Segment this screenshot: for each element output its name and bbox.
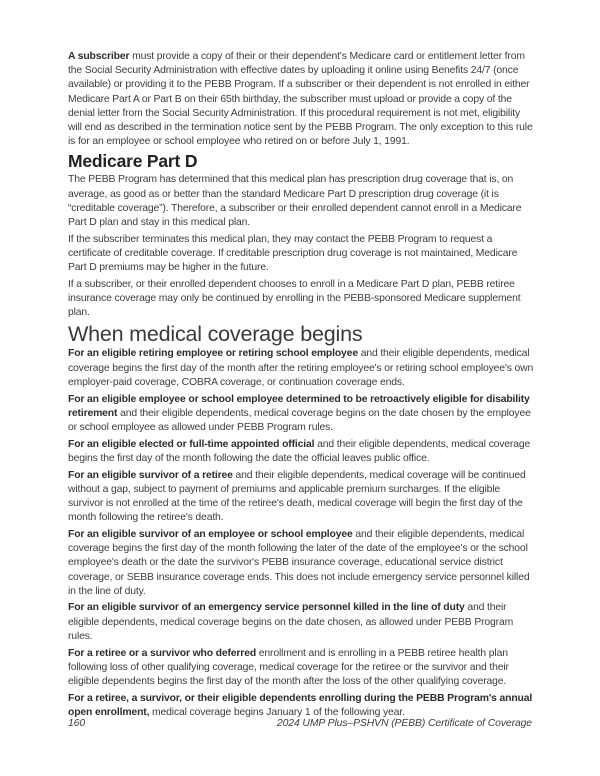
footer-page-number: 160 bbox=[68, 718, 86, 729]
paragraph-text: must provide a copy of their or their dependent's Medicare card or entitlement letter from the Social Security Administration with effective dates by uploading it online using Benefits 24/7 (once available) or providing it to the PEBB Program. If a subscriber or their dependent is not enrolled in either Medicare Part A or Part B on their 65th birthday, the subscriber must upload or provide a copy of the denial letter from the Social Security Administration. If this procedural requirement is not met, eligibility will end as described in the termination notice sent by the PEBB Program. The only exception to this rule is for an employee or school employee who retired on or before July 1, 1991. bbox=[68, 51, 533, 148]
paragraph-lead: A subscriber bbox=[68, 51, 130, 62]
paragraph bbox=[68, 393, 534, 436]
footer-document-title: 2024 UMP Plus–PSHVN (PEBB) Certificate of Coverage bbox=[276, 718, 532, 729]
paragraph-text: and their eligible dependents, medical coverage will be continued without a gap, subject to payment of premiums and applicable premium surcharges. If the eligible survivor is not enrolled at the time of the retiree's death, medical coverage will begin the first day of the month following the retiree's death. bbox=[68, 469, 526, 524]
page-content bbox=[68, 50, 534, 723]
paragraph-lead: For an eligible survivor of a retiree bbox=[68, 469, 233, 481]
paragraph-text: If a subscriber, or their enrolled dependent chooses to enroll in a Medicare Part D plan, PEBB retiree insurance coverage may only be continued by enrolling in the PEBB-sponsored Medicare supplement plan. bbox=[68, 278, 521, 319]
paragraph-text: and their eligible dependents, medical coverage begins the first day of the month following the date the official leaves public office. bbox=[68, 438, 531, 464]
paragraph-lead: For an eligible elected or full-time appointed official bbox=[68, 438, 315, 450]
paragraph-lead: For an eligible survivor of an emergency service personnel killed in the line of duty bbox=[68, 602, 465, 614]
paragraph-text: and their eligible dependents, medical coverage begins on the date chosen, as allowed under PEBB Program rules. bbox=[68, 602, 514, 642]
paragraph bbox=[68, 469, 534, 526]
paragraph bbox=[68, 278, 534, 321]
paragraph bbox=[68, 233, 534, 276]
section-heading-medicare-part-d: Medicare Part D bbox=[68, 150, 198, 171]
paragraph bbox=[68, 601, 534, 644]
intro-paragraph bbox=[68, 50, 534, 149]
paragraph-lead: For a retiree, a survivor, or their eligible dependents enrolling during the PEBB Program's annual open enrollment, bbox=[68, 692, 533, 718]
paragraph-lead: For a retiree or a survivor who deferred bbox=[68, 647, 257, 659]
section-heading-when-medical-coverage-begins: When medical coverage begins bbox=[68, 321, 363, 346]
paragraph-text: If the subscriber terminates this medical plan, they may contact the PEBB Program to request a certificate of creditable coverage. If creditable prescription drug coverage is not maintained, Medicare Part D premiums may be higher in the future. bbox=[68, 233, 518, 274]
paragraph-lead: For an eligible retiring employee or retiring school employee bbox=[68, 348, 358, 360]
paragraph-text: medical coverage begins January 1 of the following year. bbox=[149, 706, 405, 718]
paragraph bbox=[68, 173, 534, 230]
paragraph-text: enrollment and is enrolling in a PEBB retiree health plan following loss of other qualifying coverage, medical coverage for the retiree or the survivor and their eligible dependents begins the first day of the month after the loss of the other qualifying coverage. bbox=[68, 647, 509, 687]
paragraph-lead: For an eligible employee or school employee determined to be retroactively eligible for disability retirement bbox=[68, 393, 530, 419]
paragraph-text: and their eligible dependents, medical coverage begins the first day of the month after the retiring employee's or retiring school employee's own employer-paid coverage, COBRA coverage, or continuation coverage ends. bbox=[68, 348, 534, 388]
paragraph bbox=[68, 692, 534, 720]
paragraph-text: and their eligible dependents, medical coverage begins on the date chosen by the employee or school employee as allowed under PEBB Program rules. bbox=[68, 407, 531, 433]
page-footer bbox=[68, 718, 532, 729]
paragraph bbox=[68, 647, 534, 690]
paragraph-text: The PEBB Program has determined that this medical plan has prescription drug coverage that is, on average, as good as or better than the standard Medicare Part D prescription drug coverage (it is “creditable coverage”). Therefore, a subscriber or their enrolled dependent cannot enroll in a Medicare Part D plan and stay in this medical plan. bbox=[68, 174, 522, 229]
paragraph bbox=[68, 347, 534, 390]
paragraph-text: and their eligible dependents, medical coverage begins the first day of the month following the later of the date of the employee's or the school employee's death or the date the survivor's PEBB insurance coverage, educational service district coverage, or SEBB insurance coverage ends. This does not include emergency service personnel killed in the line of duty. bbox=[68, 528, 530, 597]
paragraph bbox=[68, 528, 534, 599]
paragraph bbox=[68, 438, 534, 466]
paragraph-lead: For an eligible survivor of an employee or school employee bbox=[68, 528, 353, 540]
